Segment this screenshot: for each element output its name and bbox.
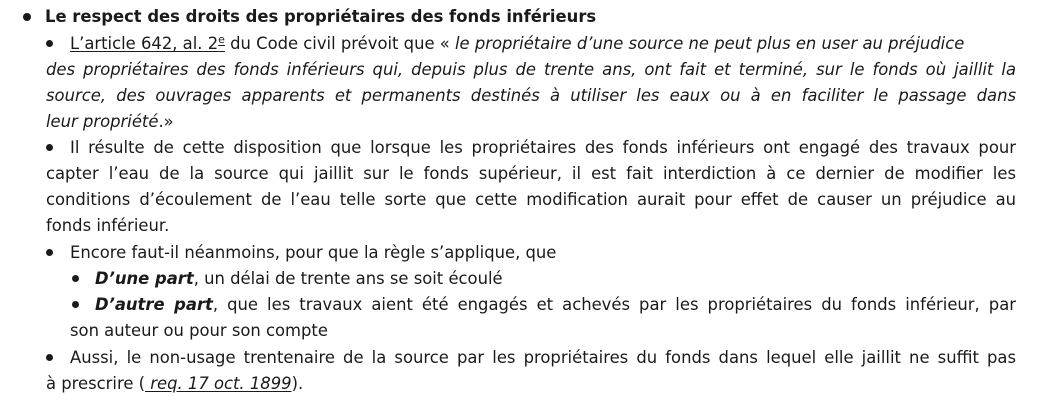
paragraph-2-line-4: fonds inférieur. [46,216,170,235]
paragraph-1-line-4: leur propriété.» [46,112,174,131]
paragraph-1-line-3: source, des ouvrages apparents et permanents destinés à utiliser les eaux ou à en faciliter le passage dans [46,86,1016,105]
paragraph-2-line-2: capter l’eau de la source qui jaillit sur le fonds supérieur, il est fait interdiction à ce dernier de modifier les [46,164,1016,183]
case-reference-link[interactable]: req. 17 oct. 1899 [145,374,292,393]
paragraph-4-line-2: à prescrire ( req. 17 oct. 1899). [46,374,304,393]
bullet-icon [72,301,79,308]
article-reference-link[interactable]: L’article 642, al. 2e [70,33,225,53]
paragraph-3-line-1: Encore faut-il néanmoins, pour que la règle s’applique, que [70,243,557,262]
paragraph-4-line-1: Aussi, le non-usage trentenaire de la source par les propriétaires du fonds dans lequel elle jaillit ne suffit pas [70,348,1016,367]
bullet-icon [46,249,53,256]
paragraph-1-line-1: L’article 642, al. 2e du Code civil prévoit que « le propriétaire d’une source ne peut plus en user au préjudice [70,33,965,53]
sub-item-2-line-2: son auteur ou pour son compte [70,321,328,340]
paragraph-1-line-2: des propriétaires des fonds inférieurs qui, depuis plus de trente ans, ont fait et terminé, sur le fonds où jaillit la [46,60,1016,79]
bullet-icon [23,13,31,21]
bullet-icon [46,354,53,361]
section-heading: Le respect des droits des propriétaires des fonds inférieurs [45,7,597,26]
sub-item-1: D’une part, un délai de trente ans se soit écoulé [95,269,503,288]
paragraph-2-line-1: Il résulte de cette disposition que lorsque les propriétaires des fonds inférieurs ont engagé des travaux pour [70,138,1016,157]
paragraph-2-line-3: conditions d’écoulement de l’eau telle sorte que cette modification aurait pour effet de causer un préjudice au [46,190,1016,209]
bullet-icon [46,40,53,47]
bullet-icon [72,275,79,282]
bullet-icon [46,144,53,151]
sub-item-2-line-1: D’autre part, que les travaux aient été engagés et achevés par les propriétaires du fonds inférieur, par [95,295,1016,314]
